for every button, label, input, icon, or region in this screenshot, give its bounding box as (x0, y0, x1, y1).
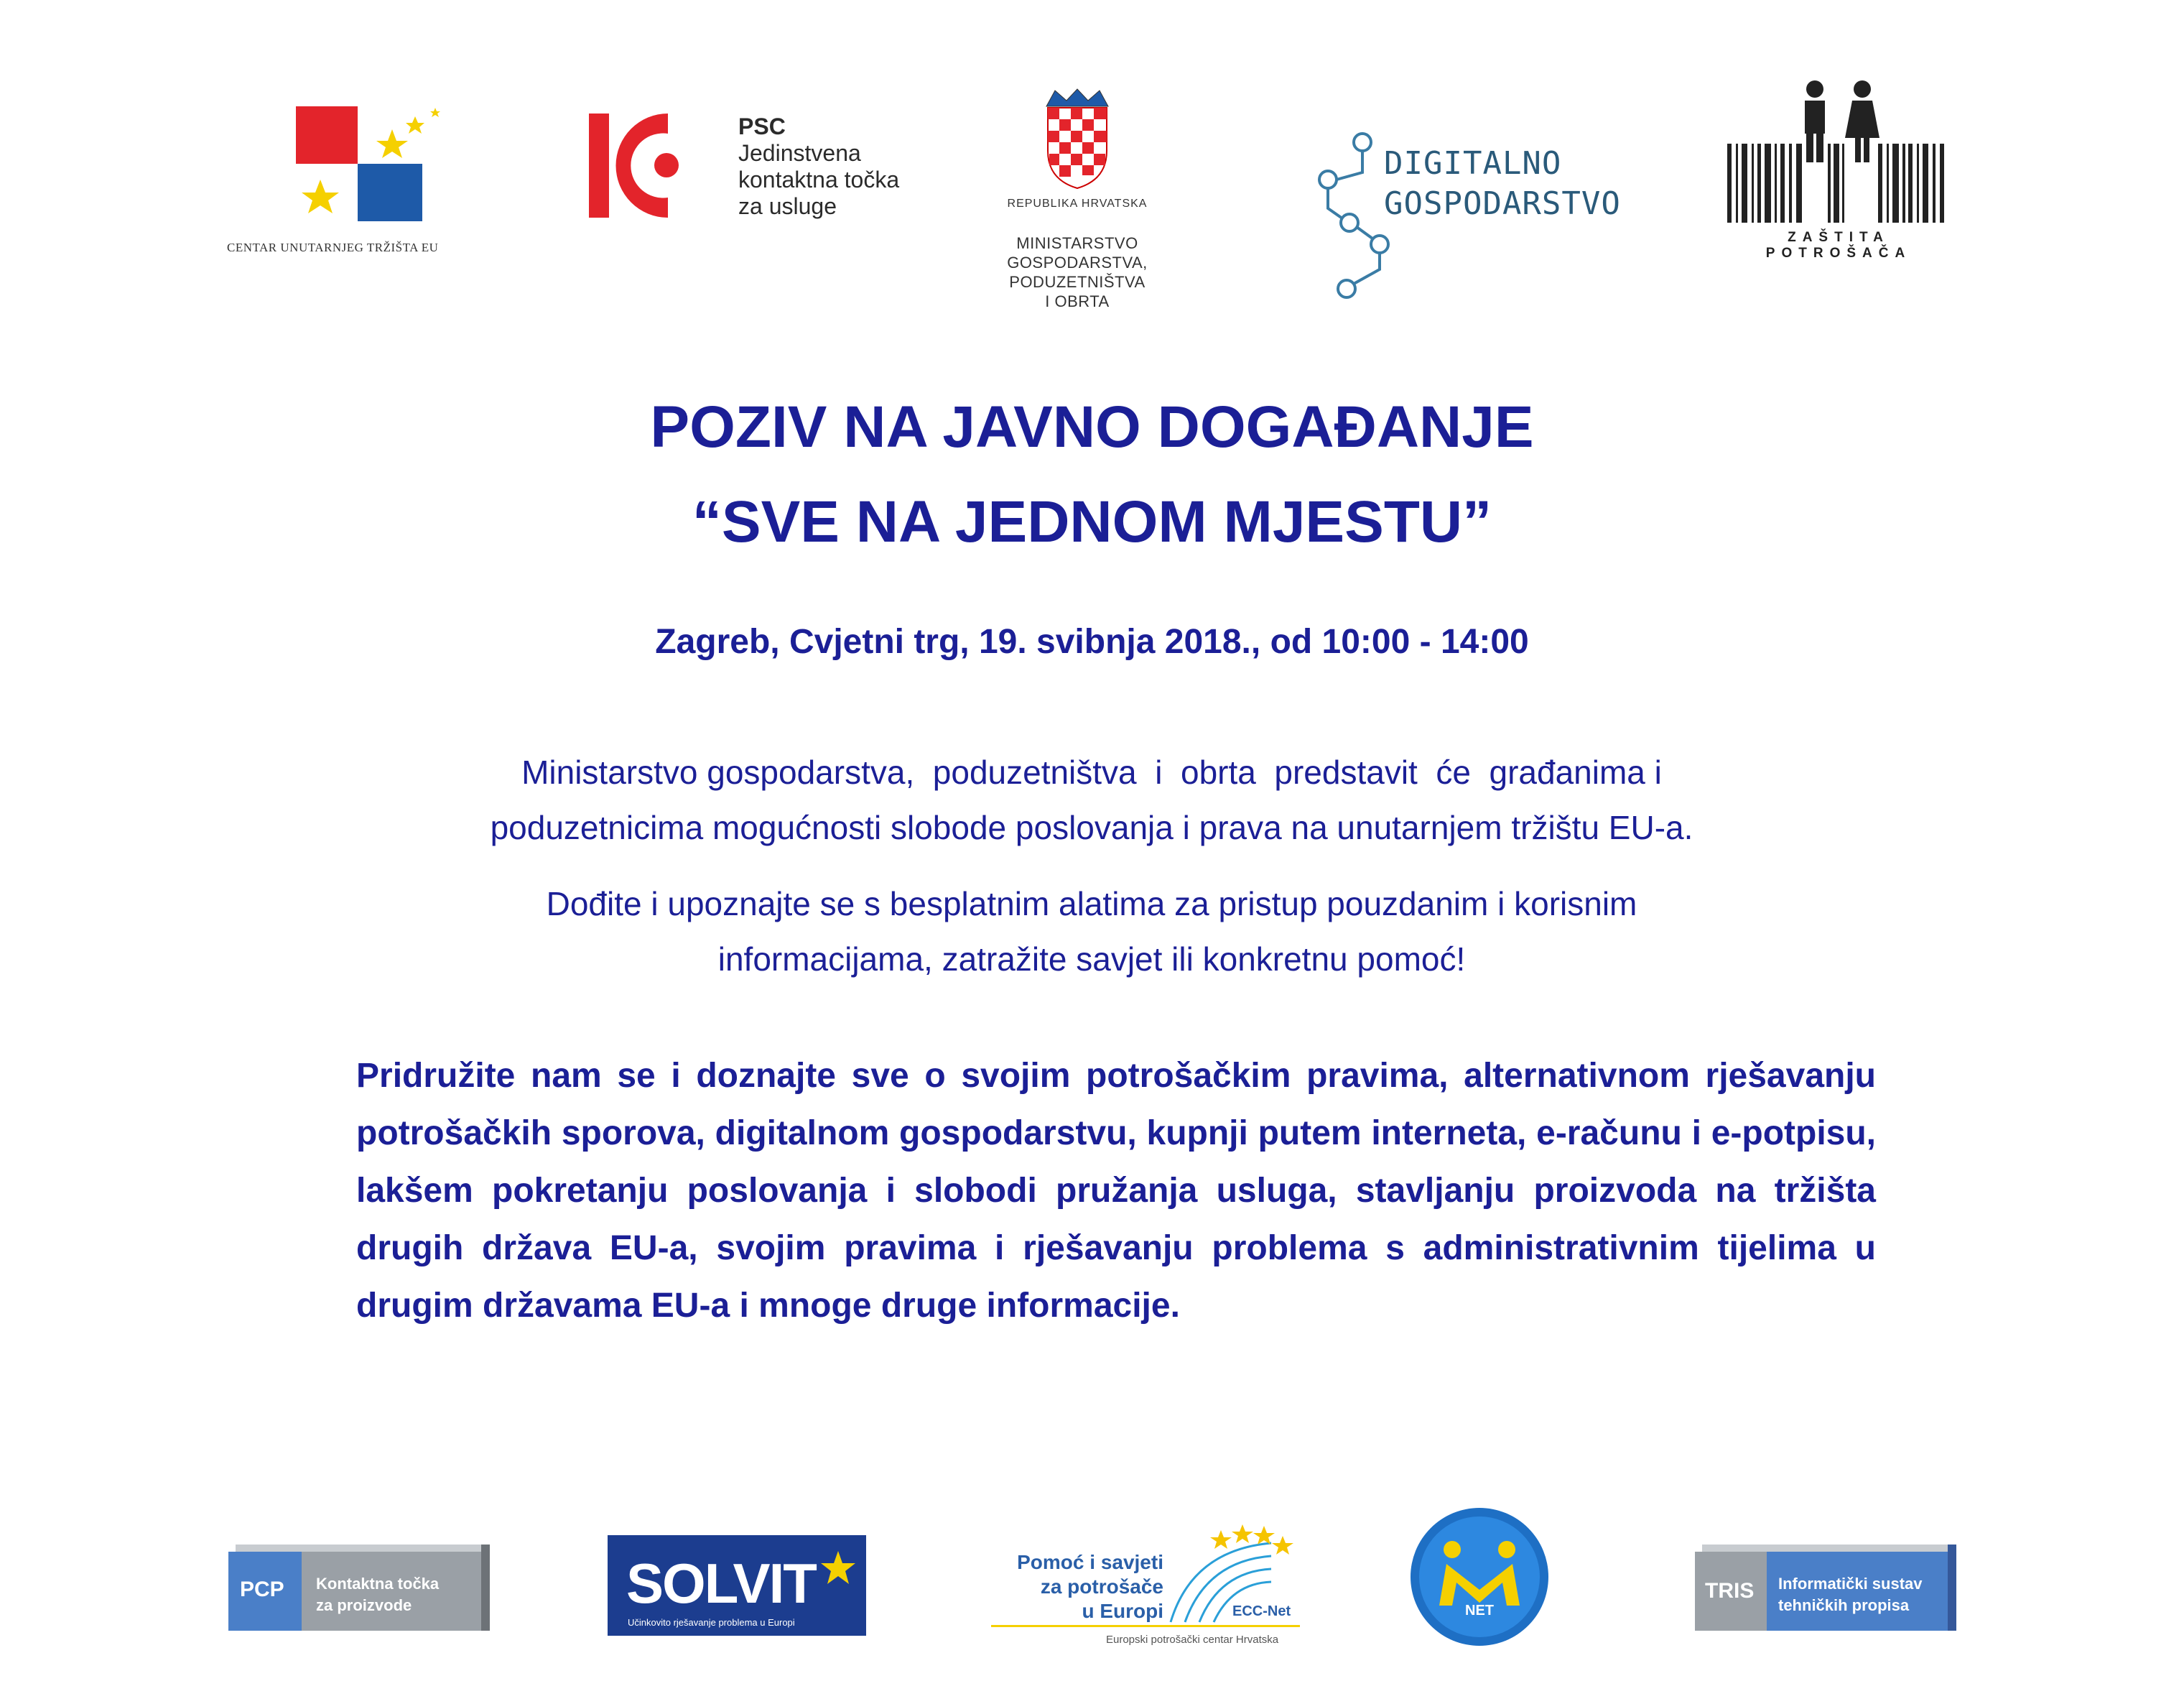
invitation-title-line-2: “SVE NA JEDNOM MJESTU” (692, 489, 1492, 555)
solvit-tagline: Učinkovito rješavanje problema u Europi (628, 1617, 795, 1628)
consumer-protection-logo (1720, 79, 1964, 261)
intro-line-2: poduzetnicima mogućnosti slobode poslovanja i prava na unutarnjem tržištu EU-a. (490, 809, 1693, 846)
ecc-footer: Europski potrošački centar Hrvatska (1106, 1634, 1279, 1646)
digital-line-2: GOSPODARSTVO (1384, 185, 1621, 222)
psc-title: PSC (738, 114, 786, 139)
tris-logo (1695, 1545, 1961, 1638)
psc-line-4: za usluge (738, 193, 837, 219)
consumer-caption: ZAŠTITA POTROŠAČA (1765, 230, 1912, 261)
solvit-logo (608, 1535, 866, 1636)
ministry-line-3: PODUZETNIŠTVA (1009, 273, 1146, 291)
cut-logo (227, 101, 500, 259)
psc-mark-icon (589, 108, 689, 223)
cut-caption: CENTAR UNUTARNJEG TRŽIŠTA EU (227, 241, 439, 254)
ecc-brand: ECC-Net (1232, 1603, 1291, 1619)
tris-line-1: Informatički sustav (1778, 1575, 1923, 1593)
ecc-line-1: Pomoć i savjeti (1017, 1551, 1163, 1573)
call-to-action-line-2: informacijama, zatražite savjet ili konkretnu pomoć! (717, 940, 1466, 978)
digital-economy-logo (1318, 129, 1621, 302)
psc-line-3: kontaktna točka (738, 167, 900, 193)
pcp-line-2: za proizvode (316, 1596, 412, 1614)
pcp-logo (228, 1545, 494, 1638)
imi-people-icon (1408, 1505, 1551, 1649)
psc-logo (589, 108, 905, 230)
ministry-country: REPUBLIKA HRVATSKA (1007, 198, 1148, 210)
digital-line-1: DIGITALNO (1384, 145, 1562, 182)
imi-net-logo (1408, 1505, 1551, 1649)
croatian-coat-of-arms-icon (991, 86, 1163, 194)
ecc-line-2: za potrošače (1040, 1575, 1163, 1598)
cut-flag-icon (227, 101, 442, 230)
event-date-location: Zagreb, Cvjetni trg, 19. svibnja 2018., od 10:00 - 14:00 (655, 623, 1529, 661)
invitation-title-line-1: POZIV NA JAVNO DOGAĐANJE (650, 394, 1534, 460)
solvit-wordmark: SOLVIT (626, 1552, 816, 1615)
topics-paragraph: Pridružite nam se i doznajte sve o svojim potrošačkim pravima, alternativnom rješavanju potrošačkih sporova, digitalnom gospodarstvu, kupnji putem interneta, e-računu i e-potpisu, lakšem pokretanju poslovanja i slobodi pružanja usluga, stavljanju proizvoda na tržišta drugih država EU-a, svojim pravima i rješavanju problema s administrativnim tijelima u drugim državama EU-a i mnoge druge informacije. (356, 1057, 1876, 1325)
ministry-logo (991, 86, 1163, 316)
ministry-line-2: GOSPODARSTVA, (1007, 254, 1148, 272)
ecc-net-logo (991, 1522, 1307, 1658)
tris-line-2: tehničkih propisa (1778, 1596, 1910, 1614)
ministry-line-1: MINISTARSTVO (1016, 234, 1138, 252)
tris-abbr: TRIS (1705, 1579, 1755, 1603)
barcode-people-icon (1720, 79, 1957, 237)
pcp-abbr: PCP (240, 1578, 284, 1601)
solvit-star-icon (820, 1550, 856, 1585)
psc-line-2: Jedinstvena (738, 140, 861, 166)
ecc-line-3: u Europi (1082, 1600, 1163, 1622)
call-to-action-line-1: Dođite i upoznajte se s besplatnim alatima za pristup pouzdanim i korisnim (546, 885, 1637, 922)
imi-net-label: NET (1465, 1603, 1494, 1619)
intro-line-1: Ministarstvo gospodarstva, poduzetništva i obrta predstavit će građanima i (521, 754, 1662, 791)
ministry-line-4: I OBRTA (1045, 292, 1110, 310)
pcp-line-1: Kontaktna točka (316, 1575, 440, 1593)
